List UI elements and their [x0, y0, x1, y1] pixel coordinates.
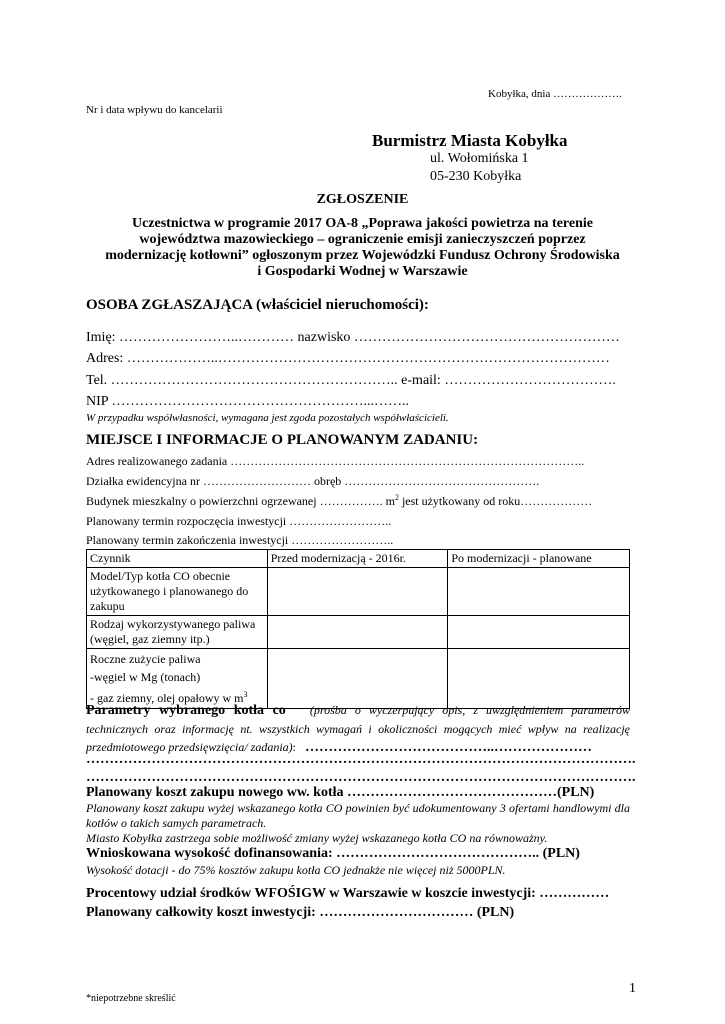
subsidy-note: Wysokość dotacji - do 75% kosztów zakupu kotła CO jednakże nie więcej niż 5000PLN. — [86, 863, 506, 877]
cost-heading[interactable]: Planowany koszt zakupu nowego ww. kotła ………………………………………(PLN) — [86, 785, 595, 800]
params-dots-3[interactable]: ………………………………………………………………………………………………………. — [86, 770, 636, 785]
nip-field[interactable]: NIP ………………………………………………...…….. — [86, 394, 410, 409]
footnote — [86, 993, 176, 1004]
footnote-mark: * — [86, 993, 91, 1004]
replacement-note: Miasto Kobyłka zastrzega sobie możliwość zmiany wyżej wskazanego kotła CO na równoważny. — [86, 831, 548, 845]
params-dots-2[interactable]: ………………………………………………………………………………………………………. — [86, 752, 636, 767]
params-dots-1[interactable]: …………………………………..………………… — [305, 740, 592, 755]
cost-note: Planowany koszt zakupu wyżej wskazanego kotła CO powinien być udokumentowany 3 ofertami handlowymi dla kotłów o takich samych parametrach. — [86, 801, 630, 830]
wfosigw-share-field[interactable]: Procentowy udział środków WFOŚIGW w Warszawie w koszcie inwestycji: …………… — [86, 886, 610, 901]
office-receipt-note: Nr i data wpływu do kancelarii — [86, 104, 223, 116]
params-colon: : — [292, 740, 296, 754]
header-factor: Czynnik — [87, 550, 268, 568]
start-date-field[interactable]: Planowany termin rozpoczęcia inwestycji …………………….. — [86, 514, 392, 528]
row-fuel-type: Rodzaj wykorzystywanego paliwa (węgiel, gaz ziemny itp.) — [87, 616, 268, 649]
task-address-field[interactable]: Adres realizowanego zadania …………………………………………………………………………….. — [86, 454, 585, 468]
cell-fuel-before[interactable] — [267, 616, 448, 649]
area-unit-sup: 2 — [394, 493, 399, 502]
footnote-text: niepotrzebne skreślić — [91, 993, 176, 1004]
header-after: Po modernizacji - planowane — [448, 550, 630, 568]
params-block — [86, 701, 630, 757]
subtitle-line-1: Uczestnictwa w programie 2017 OA-8 „Poprawa jakości powietrza na terenie — [131, 216, 593, 231]
total-cost-field[interactable]: Planowany całkowity koszt inwestycji: …………………………… (PLN) — [86, 905, 515, 920]
consumption-coal: -węgiel w Mg (tonach) — [90, 670, 201, 684]
cell-consumption-before[interactable] — [267, 649, 448, 709]
building-area-field[interactable] — [86, 493, 592, 509]
subtitle-line-2: województwa mazowieckiego – ograniczenie emisji zanieczyszczeń poprzez — [139, 232, 586, 247]
row-fuel-consumption — [87, 649, 268, 709]
consumption-label: Roczne zużycie paliwa — [90, 652, 201, 666]
header-before: Przed modernizacją - 2016r. — [267, 550, 448, 568]
volume-unit-sup: 3 — [243, 690, 248, 699]
cell-fuel-after[interactable] — [448, 616, 630, 649]
document-title: ZGŁOSZENIE — [316, 192, 409, 207]
subtitle-line-3: modernizację kotłowni” ogłoszonym przez Wojewódzki Fundusz Ochrony Środowiska — [105, 248, 620, 263]
cell-boiler-after[interactable] — [448, 568, 630, 616]
name-field[interactable]: Imię: ……………………..………… nazwisko ………………………………………………… — [86, 330, 620, 345]
address-field[interactable]: Adres: ………………..………………………………………………………………………… — [86, 351, 610, 366]
params-paren: ( — [309, 703, 314, 717]
plot-number-field[interactable]: Działka ewidencyjna nr ……………………… obręb …………………………………………. — [86, 474, 540, 488]
tel-email-field[interactable]: Tel. …………………………………………………….. e-mail: ………………………………. — [86, 373, 616, 388]
task-heading: MIEJSCE I INFORMACJE O PLANOWANYM ZADANIU: — [86, 432, 479, 448]
building-year-suffix: jest użytkowany od roku……………… — [398, 494, 593, 508]
cell-consumption-after[interactable] — [448, 649, 630, 709]
applicant-heading: OSOBA ZGŁASZAJĄCA (właściciel nieruchomości): — [86, 297, 429, 313]
row-boiler-model: Model/Typ kotła CO obecnie użytkowanego i planowanego do zakupu — [87, 568, 268, 616]
gas-oil-label: - gaz ziemny, olej opałowy w m — [90, 691, 244, 705]
recipient-city: 05-230 Kobyłka — [430, 169, 522, 184]
params-description: prośba o wyczerpujący opis, z uwzględnieniem parametrów technicznych oraz informację nt. wszystkich wymagań i okoliczności mogących mieć wpływ na realizację przedmiotowego przedsięwzięcia/ zadania) — [86, 703, 630, 754]
subtitle-line-4: i Gospodarki Wodnej w Warszawie — [257, 264, 468, 279]
place-date: Kobyłka, dnia ………………. — [488, 88, 622, 100]
boiler-table — [86, 549, 630, 709]
recipient-street: ul. Wołomińska 1 — [430, 151, 529, 166]
recipient-name: Burmistrz Miasta Kobyłka — [372, 131, 568, 150]
cell-boiler-before[interactable] — [267, 568, 448, 616]
end-date-field[interactable]: Planowany termin zakończenia inwestycji …………………….. — [86, 533, 394, 547]
params-heading: Parametry wybranego kotła co — [86, 703, 286, 718]
subsidy-heading[interactable]: Wnioskowana wysokość dofinansowania: …………………………………….. (PLN) — [86, 846, 580, 861]
page-number: 1 — [629, 981, 636, 996]
building-area-prefix: Budynek mieszkalny o powierzchni ogrzewanej ……………. m — [86, 494, 395, 508]
co-ownership-note: W przypadku współwłasności, wymagana jest zgoda pozostałych współwłaścicieli. — [86, 412, 449, 424]
